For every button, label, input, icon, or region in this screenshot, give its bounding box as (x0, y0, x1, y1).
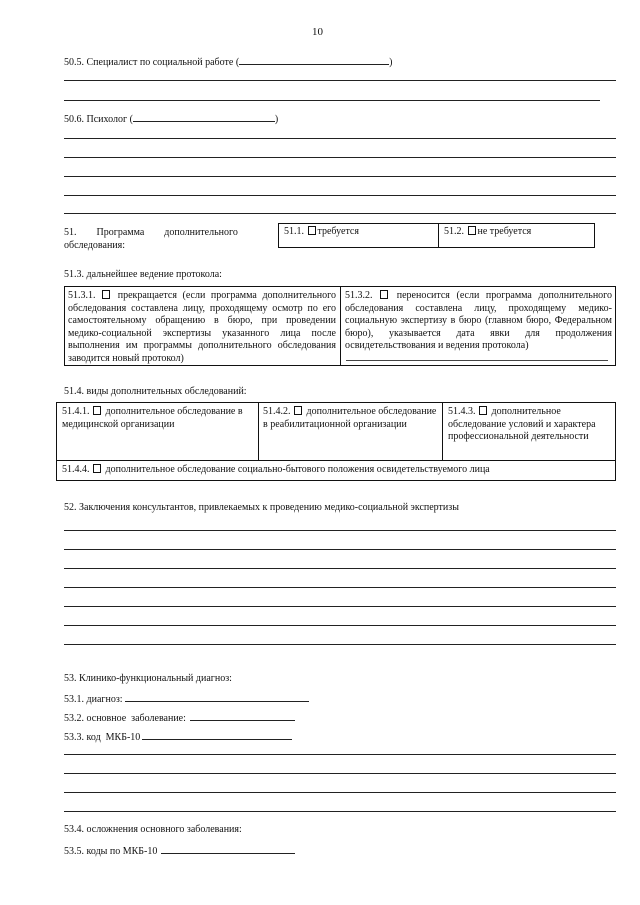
diagnosis-field[interactable] (125, 692, 309, 702)
protocol-divider (340, 286, 341, 366)
main-disease-label: 53.2. основное заболевание: (64, 713, 186, 724)
option-required-number: 51.1. (284, 226, 304, 237)
exam-work-conditions-number: 51.4.3. (448, 406, 476, 417)
exam-rehab-org-number: 51.4.2. (263, 406, 291, 417)
exam-medical-org[interactable] (62, 406, 254, 431)
option-not-required[interactable] (444, 226, 531, 239)
protocol-transfer[interactable] (345, 290, 612, 353)
psychologist-rule-1[interactable] (64, 138, 616, 139)
exam-medical-org-number: 51.4.1. (62, 406, 90, 417)
page-number: 10 (312, 26, 323, 38)
icd-codes-field[interactable] (161, 844, 295, 854)
main-disease-field[interactable] (190, 711, 295, 721)
psychologist-rule-2[interactable] (64, 157, 616, 158)
psychologist-close: ) (274, 114, 279, 125)
consultants-rule-2[interactable] (64, 549, 616, 550)
icd-code-label: 53.3. код МКБ-10 (64, 732, 141, 743)
psychologist-label: 50.6. Психолог ( (64, 114, 133, 125)
protocol-heading: 51.3. дальнейшее ведение протокола: (64, 269, 222, 280)
icd-code-field[interactable] (142, 730, 292, 740)
psychologist-name-field[interactable] (133, 112, 275, 122)
exam-types-row-divider (56, 460, 616, 461)
consultants-rule-5[interactable] (64, 606, 616, 607)
consultants-rule-6[interactable] (64, 625, 616, 626)
exam-rehab-org[interactable] (263, 406, 439, 431)
exam-program-options-divider (438, 223, 439, 248)
exam-work-conditions[interactable] (448, 406, 612, 444)
icd-codes-line (64, 844, 295, 858)
diagnosis-heading: 53. Клинико-функциональный диагноз: (64, 673, 232, 684)
checkbox-terminate[interactable] (102, 290, 110, 299)
checkbox-required[interactable] (308, 226, 316, 235)
social-worker-label: 50.5. Специалист по социальной работе ( (64, 57, 240, 68)
exam-work-conditions-text: дополнительное обследование условий и характера профессиональной деятельности (448, 406, 596, 443)
checkbox-social-living[interactable] (93, 464, 101, 473)
consultants-rule-3[interactable] (64, 568, 616, 569)
protocol-terminate-number: 51.3.1. (68, 290, 96, 301)
social-worker-line (64, 55, 393, 69)
exam-types-divider-2 (442, 402, 443, 460)
consultants-rule-1[interactable] (64, 530, 616, 531)
option-not-required-text: не требуется (477, 226, 532, 237)
icd-code-line (64, 730, 292, 744)
checkbox-transfer[interactable] (380, 290, 388, 299)
transfer-date-line[interactable] (346, 360, 608, 361)
icd-codes-label: 53.5. коды по МКБ-10 (64, 846, 158, 857)
diagnosis-label: 53.1. диагноз: (64, 694, 123, 705)
exam-social-living-number: 51.4.4. (62, 464, 90, 475)
consultants-rule-7[interactable] (64, 644, 616, 645)
exam-rehab-org-text: дополнительное обследование в реабилитационной организации (263, 406, 437, 430)
consultants-heading: 52. Заключения консультантов, привлекаемых к проведению медико-социальной экспертизы (64, 502, 459, 513)
option-not-required-number: 51.2. (444, 226, 464, 237)
protocol-transfer-text: переносится (если программа дополнительного обследования составлена лицу, проходящему медико-социальную экспертизу в бюро (главном бюро, Федеральном бюро), указывается дата явки для продолжения освидетельствования и ведения протокола) (345, 290, 613, 352)
diagnosis-rule-4[interactable] (64, 811, 616, 812)
protocol-transfer-number: 51.3.2. (345, 290, 373, 301)
checkbox-rehab-org[interactable] (294, 406, 302, 415)
consultants-rule-4[interactable] (64, 587, 616, 588)
exam-medical-org-text: дополнительное обследование в медицинской организации (62, 406, 243, 430)
social-worker-close: ) (389, 57, 393, 68)
social-worker-rule-1[interactable] (64, 80, 616, 81)
exam-social-living-text: дополнительное обследование социально-бытового положения освидетельствуемого лица (105, 464, 490, 475)
psychologist-line (64, 112, 278, 126)
diagnosis-rule-1[interactable] (64, 754, 616, 755)
protocol-terminate[interactable] (68, 290, 336, 366)
protocol-terminate-text: прекращается (если программа дополнительного обследования составлена лицу, проходящему осмотр по его самостоятельному обращению в бюро, при проведении медико-социальной экспертизы указанного лица после выполнения им программы дополнительного обследования заводится новый протокол) (68, 290, 337, 364)
checkbox-not-required[interactable] (468, 226, 476, 235)
psychologist-rule-4[interactable] (64, 195, 616, 196)
main-disease-line (64, 711, 295, 725)
social-worker-name-field[interactable] (239, 55, 389, 65)
diagnosis-rule-2[interactable] (64, 773, 616, 774)
checkbox-work-conditions[interactable] (479, 406, 487, 415)
psychologist-rule-3[interactable] (64, 176, 616, 177)
checkbox-medical-org[interactable] (93, 406, 101, 415)
exam-types-heading: 51.4. виды дополнительных обследований: (64, 386, 247, 397)
social-worker-rule-2[interactable] (64, 100, 600, 101)
diagnosis-line (64, 692, 309, 706)
option-required[interactable] (284, 226, 359, 239)
psychologist-rule-5[interactable] (64, 213, 616, 214)
option-required-text: требуется (317, 226, 359, 237)
diagnosis-rule-3[interactable] (64, 792, 616, 793)
exam-types-divider-1 (258, 402, 259, 460)
complications-label: 53.4. осложнения основного заболевания: (64, 824, 242, 835)
exam-program-label: 51. Программа дополнительного обследования: (64, 227, 238, 251)
exam-social-living[interactable] (62, 464, 612, 477)
